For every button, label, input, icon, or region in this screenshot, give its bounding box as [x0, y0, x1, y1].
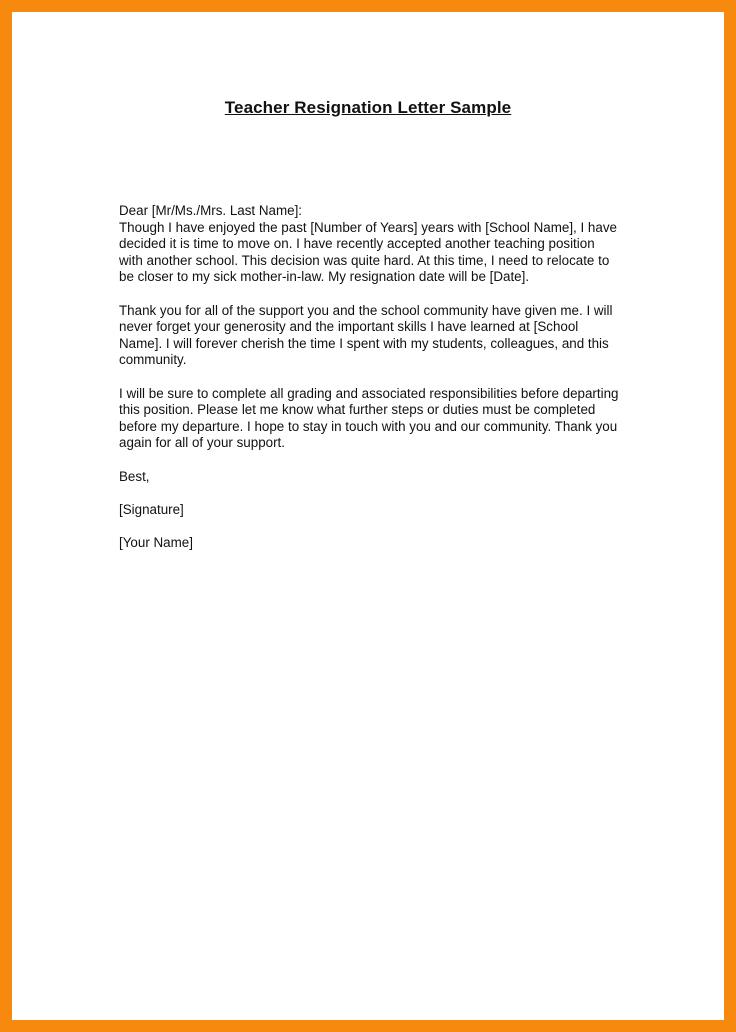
letter-body: [119, 203, 619, 568]
paragraph-3: I will be sure to complete all grading and associated responsibilities before departing this position. Please let me know what further steps or duties must be completed before my departure. I hope to stay in touch with you and our community. Thank you again for all of your support.: [119, 385, 619, 451]
letter-title: Teacher Resignation Letter Sample: [224, 98, 512, 117]
closing: Best,: [119, 468, 150, 484]
letter-page: [12, 12, 724, 1020]
name-placeholder: [Your Name]: [119, 534, 193, 550]
paragraph-1: Though I have enjoyed the past [Number of Years] years with [School Name], I have decided it is time to move on. I have recently accepted another teaching position with another school. This decision was quite hard. At this time, I need to relocate to be closer to my sick mother-in-law. My resignation date will be [Date].: [119, 219, 617, 285]
paragraph-2: Thank you for all of the support you and the school community have given me. I will never forget your generosity and the important skills I have learned at [School Name]. I will forever cherish the time I spent with my students, colleagues, and this community.: [119, 302, 613, 368]
signature-placeholder: [Signature]: [119, 501, 184, 517]
salutation: Dear [Mr/Ms./Mrs. Last Name]:: [119, 203, 303, 218]
